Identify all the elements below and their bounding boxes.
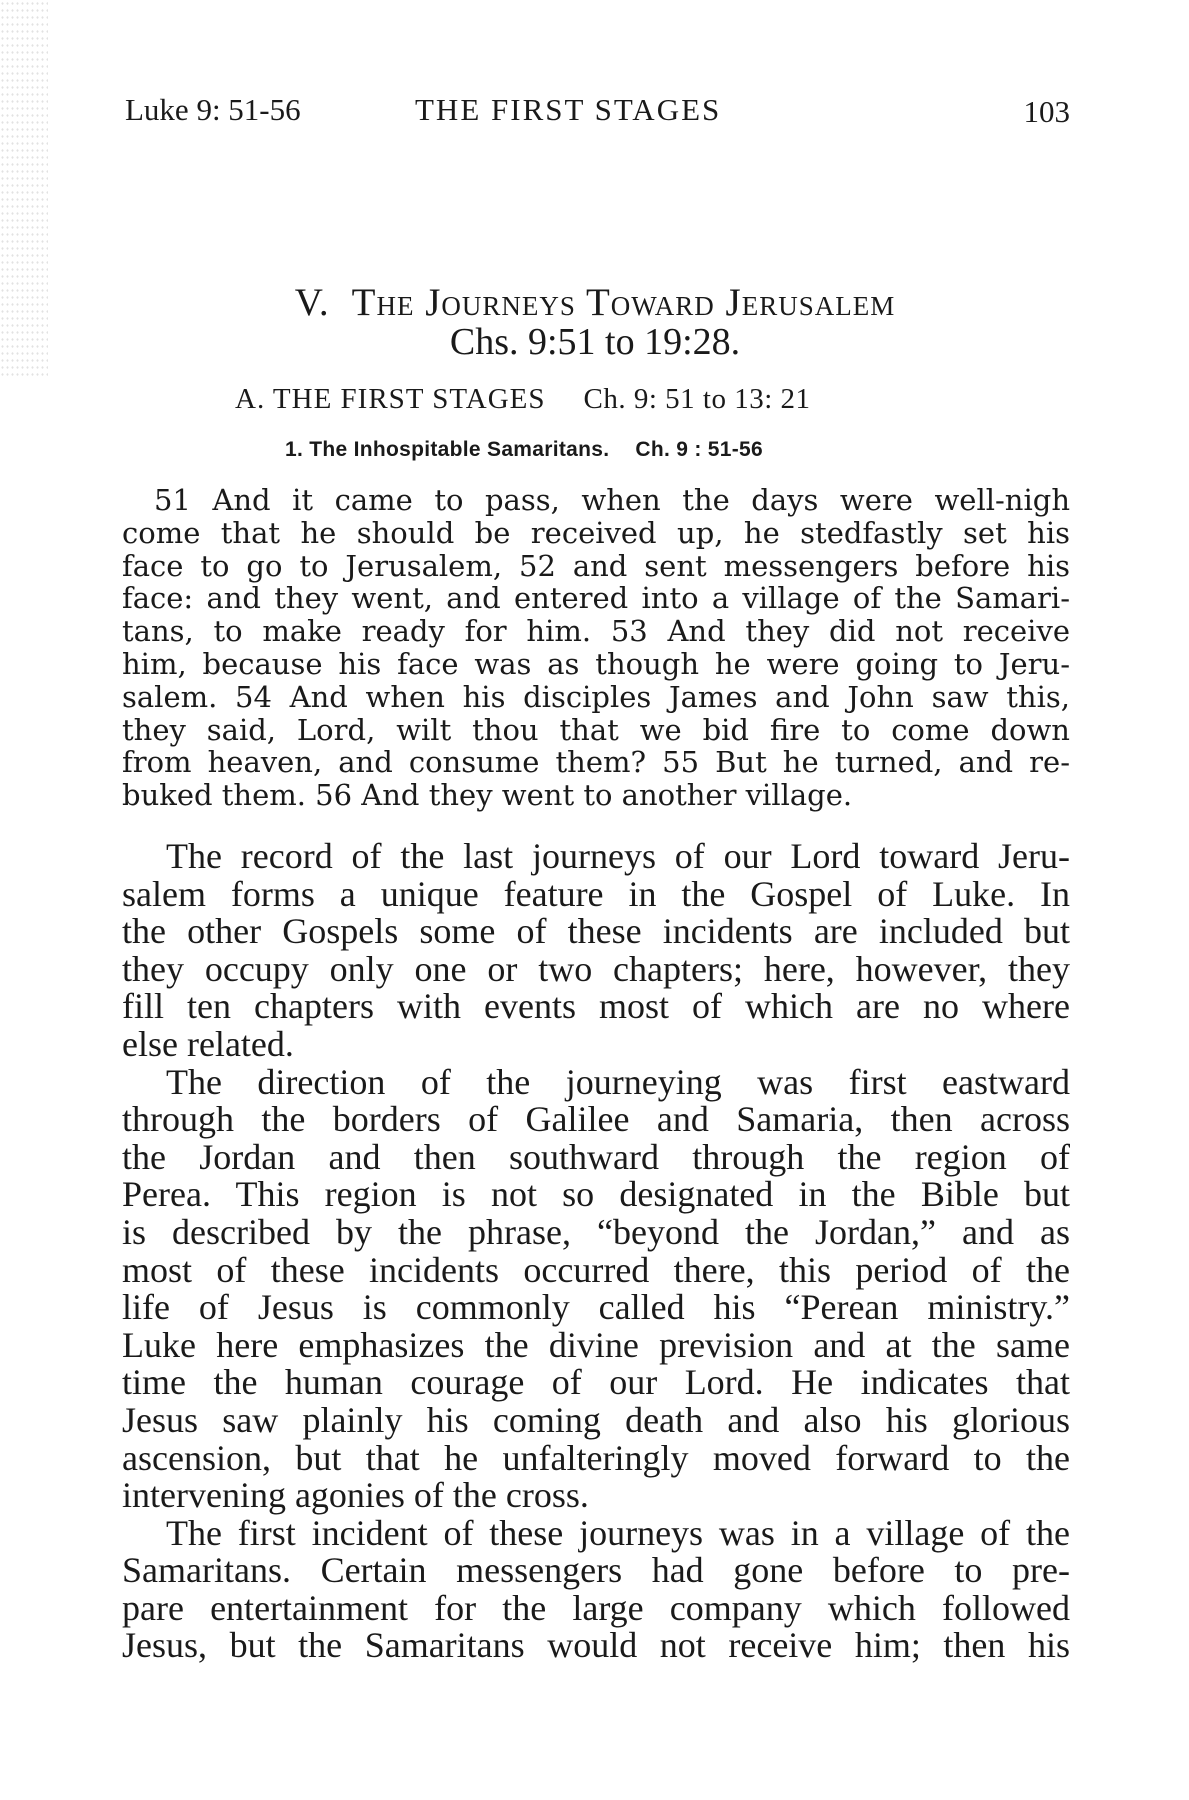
scripture-line: salem. 54 And when his disciples James and John saw this,: [122, 679, 1070, 714]
scan-edge-noise: [0, 0, 48, 380]
paragraph-line: life of Jesus is commonly called his “Perean ministry.”: [122, 1287, 1070, 1328]
scripture-line: face to go to Jerusalem, 52 and sent messengers before his: [122, 548, 1070, 583]
paragraph-line: The record of the last journeys of our Lord toward Jeru-: [166, 836, 1070, 876]
paragraph-line: Jesus, but the Samaritans would not receive him; then his: [122, 1625, 1070, 1666]
paragraph-line: the other Gospels some of these incidents are included but: [122, 911, 1070, 952]
part-title: [120, 282, 1070, 325]
scripture-line: buked them. 56 And they went to another village.: [122, 778, 853, 813]
scripture-passage: [122, 484, 1070, 812]
part-title-text: The Journeys Toward Jerusalem: [351, 281, 896, 324]
section-heading-text: A. THE FIRST STAGES: [235, 383, 546, 415]
paragraph: [122, 838, 1070, 1064]
paragraph-line: Samaritans. Certain messengers had gone before to pre-: [122, 1550, 1070, 1591]
part-chapter-range: Chs. 9:51 to 19:28.: [449, 321, 741, 363]
paragraph-line: the Jordan and then southward through the region of: [122, 1136, 1070, 1177]
scripture-line: him, because his face was as though he were going to Jeru-: [122, 646, 1070, 681]
paragraph-line: Jesus saw plainly his coming death and also his glorious: [122, 1399, 1070, 1440]
running-head-title: THE FIRST STAGES: [415, 92, 722, 127]
page-number: 103: [1023, 94, 1070, 129]
paragraph-line: they occupy only one or two chapters; here, however, they: [122, 948, 1070, 989]
paragraph-line: most of these incidents occurred there, this period of the: [122, 1249, 1070, 1290]
scripture-line: come that he should be received up, he stedfastly set his: [122, 515, 1070, 550]
scripture-line: from heaven, and consume them? 55 But he turned, and re-: [122, 745, 1070, 780]
paragraph-line: ascension, but that he unfalteringly moved forward to the: [122, 1437, 1070, 1478]
scripture-line: tans, to make ready for him. 53 And they did not receive: [122, 614, 1070, 649]
paragraph-line: Perea. This region is not so designated in the Bible but: [122, 1174, 1070, 1215]
paragraph: [122, 1512, 1070, 1666]
paragraph-line: else related.: [122, 1023, 294, 1064]
running-head-reference: Luke 9: 51-56: [125, 92, 301, 127]
scripture-line: they said, Lord, wilt thou that we bid fire to come down: [122, 712, 1070, 747]
paragraph-line: Luke here emphasizes the divine prevision and at the same: [122, 1324, 1070, 1365]
scripture-line: 51 And it came to pass, when the days were well-nigh: [154, 483, 1070, 517]
paragraph-line: fill ten chapters with events most of which are no where: [122, 986, 1070, 1027]
paragraph-line: The first incident of these journeys was in a village of the: [166, 1512, 1070, 1553]
subsection-heading: [285, 438, 985, 462]
commentary-text: [122, 838, 1070, 1665]
subsection-reference: Ch. 9 : 51-56: [635, 438, 764, 461]
paragraph-line: through the borders of Galilee and Samaria, then across: [122, 1099, 1070, 1140]
part-numeral: V.: [294, 281, 330, 324]
subsection-heading-text: 1. The Inhospitable Samaritans.: [285, 438, 610, 461]
paragraph-line: time the human courage of our Lord. He indicates that: [122, 1362, 1070, 1403]
paragraph: [122, 1061, 1070, 1516]
paragraph-line: intervening agonies of the cross.: [122, 1475, 589, 1516]
running-head: [125, 92, 1070, 132]
section-reference: Ch. 9: 51 to 13: 21: [583, 383, 811, 415]
paragraph-line: is described by the phrase, “beyond the Jordan,” and as: [122, 1211, 1070, 1252]
paragraph-line: pare entertainment for the large company which followed: [122, 1587, 1070, 1628]
scripture-line: face: and they went, and entered into a village of the Samari-: [122, 581, 1070, 616]
paragraph-line: The direction of the journeying was first eastward: [166, 1061, 1070, 1102]
section-heading: [235, 383, 995, 416]
paragraph-line: salem forms a unique feature in the Gospel of Luke. In: [122, 873, 1070, 914]
